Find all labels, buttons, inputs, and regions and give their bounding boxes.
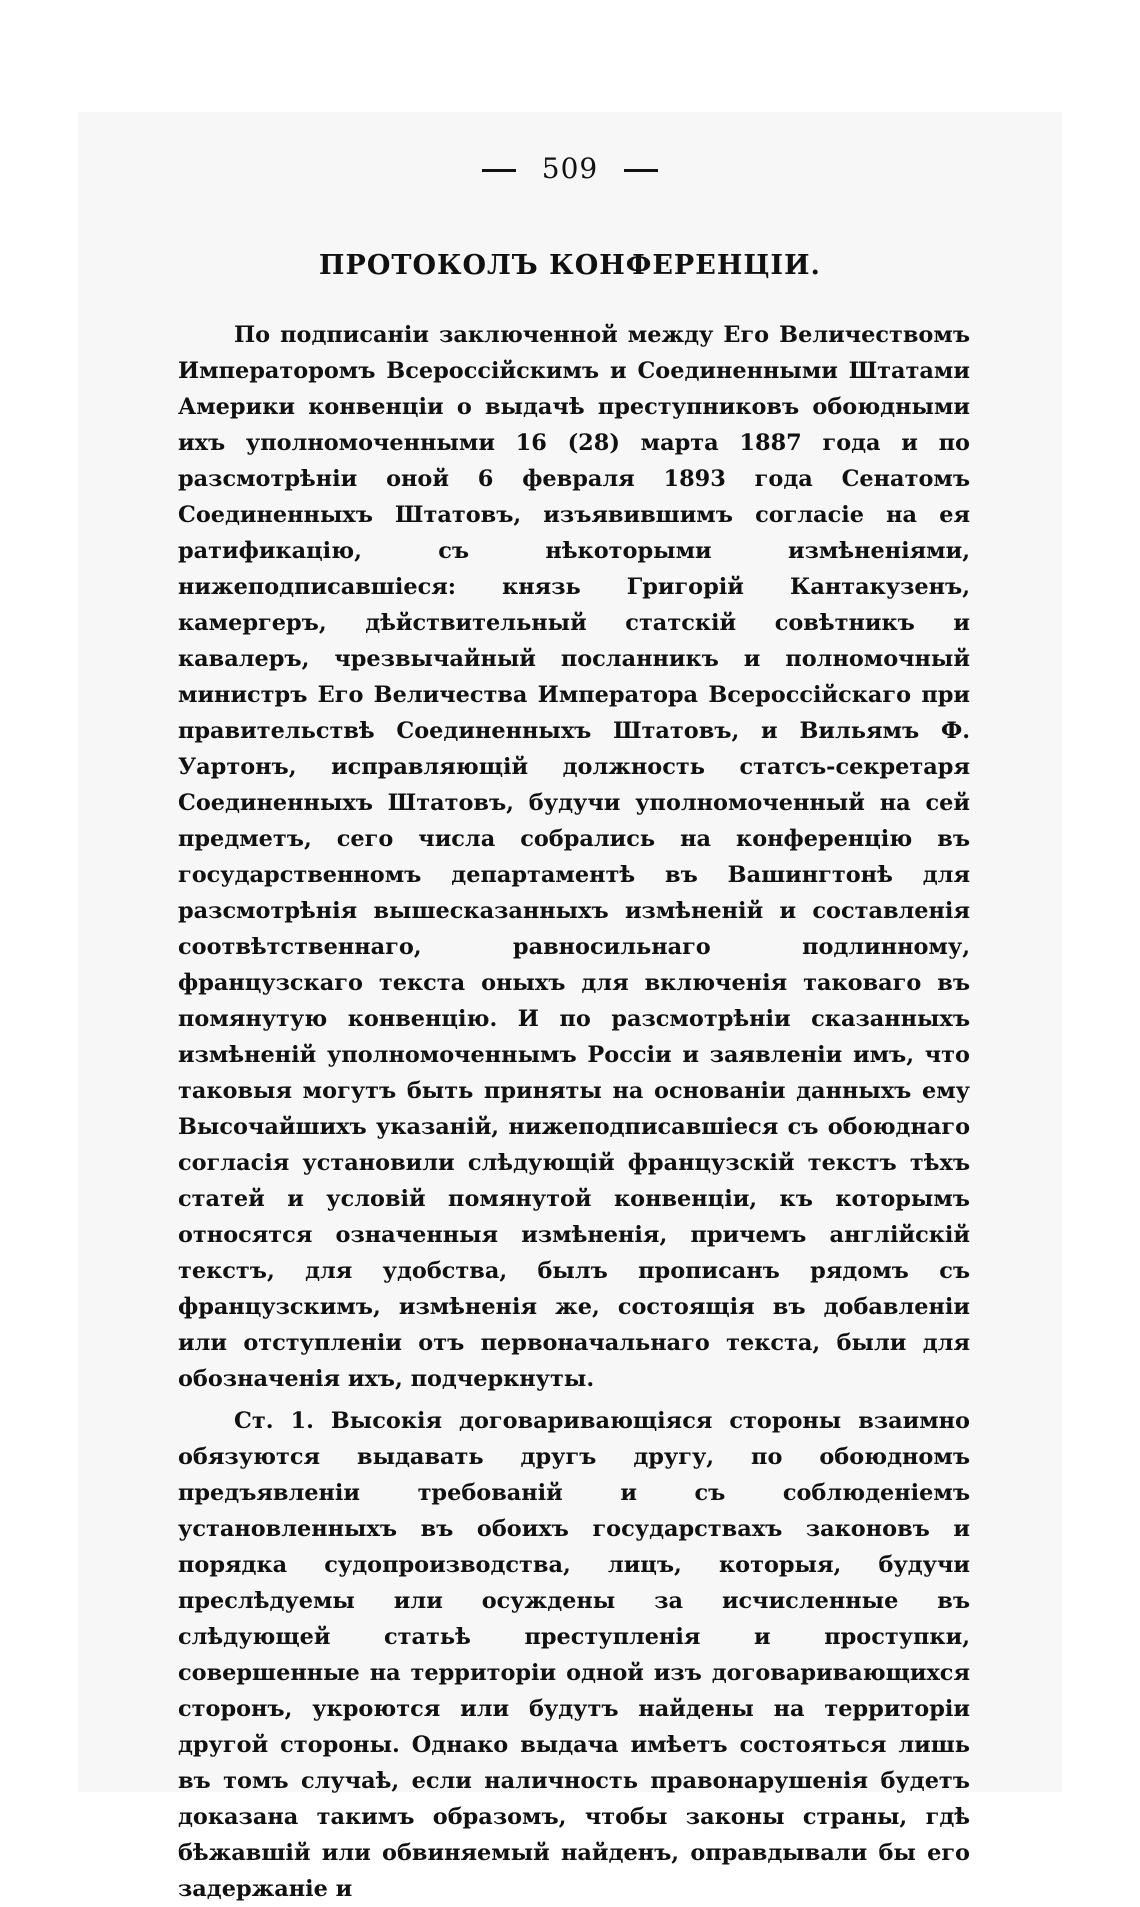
paragraph-article-1: Ст. 1. Высокія договаривающіяся стороны взаимно обязуются выдавать другъ другу, по обоюдномъ предъявленіи требованій и съ соблюденіемъ установленныхъ въ обоихъ государствахъ законовъ и порядка судопроизводства, лицъ, которыя, будучи преслѣдуемы или осуждены за исчисленные въ слѣдующей статьѣ преступленія и проступки, совершенные на территоріи одной изъ договаривающихся сторонъ, укроются или будутъ найдены на территоріи другой стороны. Однако выдача имѣетъ состояться лишь въ томъ случаѣ, если наличность правонарушенія будетъ доказана такимъ образомъ, чтобы законы страны, гдѣ бѣжавшій или обвиняемый найденъ, оправдывали бы его задержаніе и	[178, 1408, 970, 1902]
paragraph-protocol-intro: По подписаніи заключенной между Его Величествомъ Императоромъ Всероссійскимъ и Соединенными Штатами Америки конвенціи о выдачѣ преступниковъ обоюдными ихъ уполномоченными 16 (28) марта 1887 года и по разсмотрѣніи оной 6 февраля 1893 года Сенатомъ Соединенныхъ Штатовъ, изъявившимъ согласіе на ея ратификацію, съ нѣкоторыми измѣненіями, нижеподписавшіеся: князь Григорій Кантакузенъ, камергеръ, дѣйствительный статскій совѣтникъ и кавалеръ, чрезвычайный посланникъ и полномочный министръ Его Величества Императора Всероссійскаго при правительствѣ Соединенныхъ Штатовъ, и Вильямъ Ф. Уартонъ, исправляющій должность статсъ-секретаря Соединенныхъ Штатовъ, будучи уполномоченный на сей предметъ, сего числа собрались на конференцію въ государственномъ департаментѣ въ Вашингтонѣ для разсмотрѣнія вышесказанныхъ измѣненій и составленія соотвѣтственнаго, равносильнаго подлинному, французскаго текста оныхъ для включенія таковаго въ помянутую конвенцію. И по разсмотрѣніи сказанныхъ измѣненій уполномоченнымъ Россіи и заявленіи имъ, что таковыя могутъ быть приняты на основаніи данныхъ ему Высочайшихъ указаній, нижеподписавшіеся съ обоюднаго согласія установили слѣдующій французскій текстъ тѣхъ статей и условій помянутой конвенціи, къ которымъ относятся означенныя измѣненія, причемъ англійскій текстъ, для удобства, былъ прописанъ рядомъ съ французскимъ, измѣненія же, состоящія въ добавленіи или отступленіи отъ первоначальнаго текста, были для обозначенія ихъ, подчеркнуты.	[178, 322, 970, 1392]
left-dash	[482, 169, 516, 172]
right-dash	[624, 169, 658, 172]
page-number: 509	[541, 152, 599, 185]
page-number-line	[0, 152, 1140, 185]
body-text	[178, 317, 970, 1907]
document-heading: ПРОТОКОЛЪ КОНФЕРЕНЦІИ.	[319, 250, 821, 281]
